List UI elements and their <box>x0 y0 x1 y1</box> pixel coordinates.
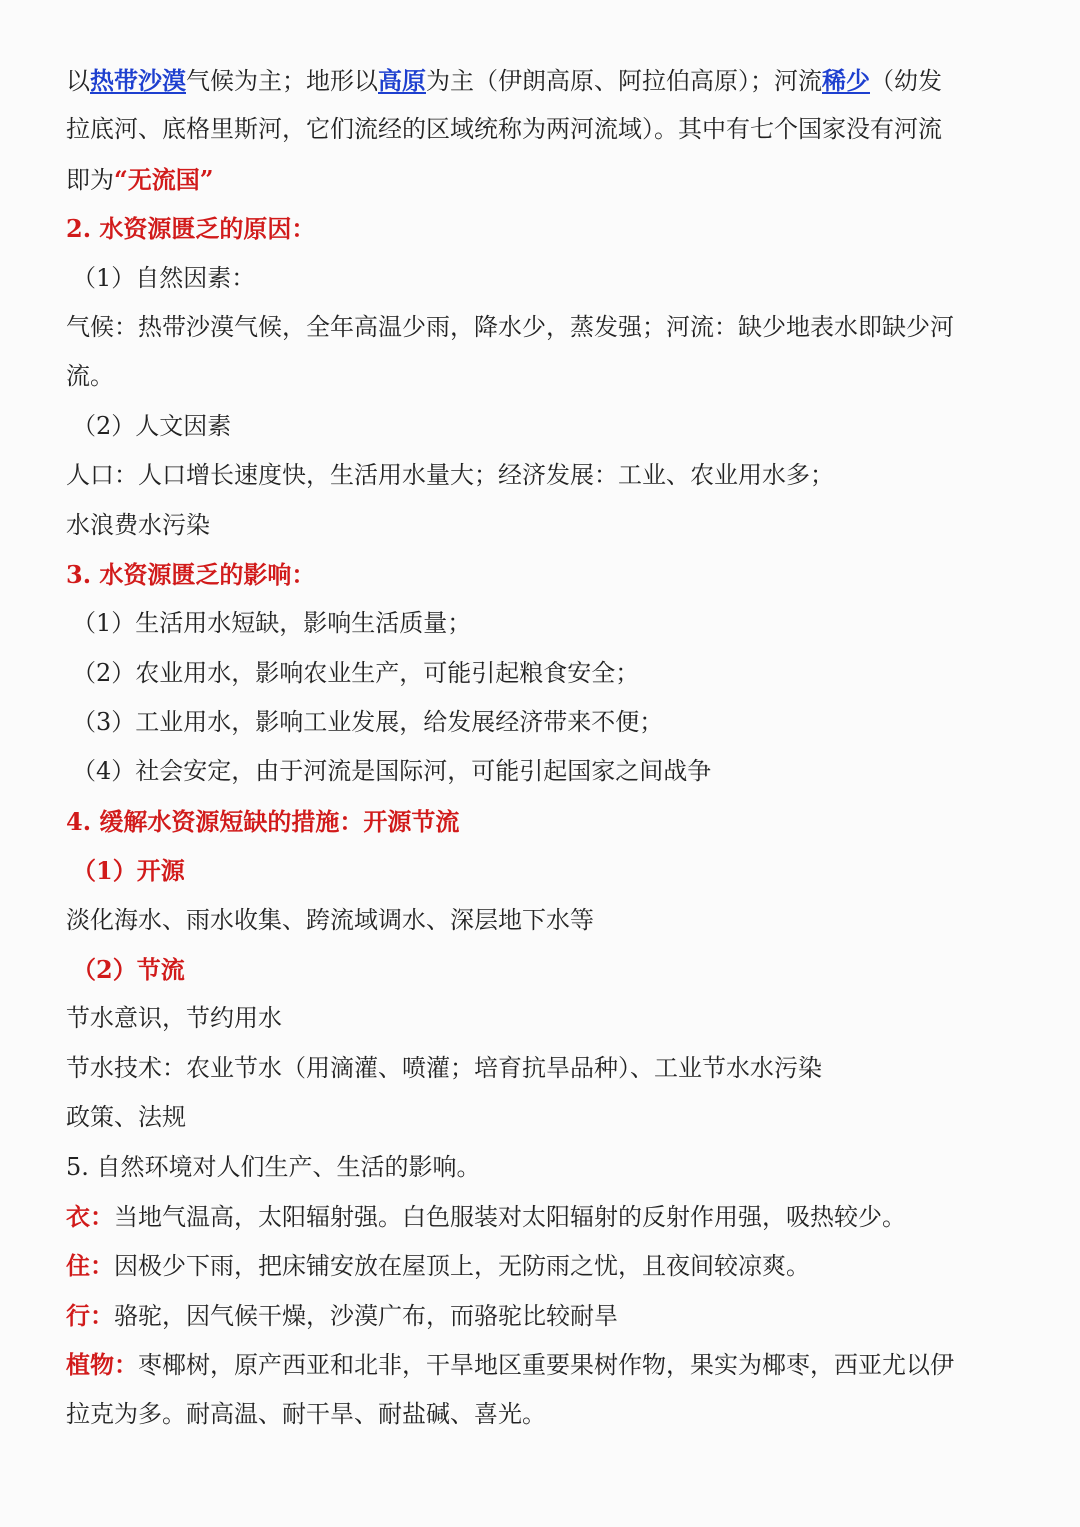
intro-line-2: 拉底河、底格里斯河，它们流经的区域统称为两河流域）。其中有七个国家没有河流 <box>66 115 942 144</box>
no-river-country-term: “无流国” <box>114 164 214 194</box>
travel-line <box>66 1291 1014 1340</box>
travel-label: 行： <box>66 1300 114 1330</box>
natural-factors-text-line-1: 气候：热带沙漠气候，全年高温少雨，降水少，蒸发强；河流：缺少地表水即缺少河 <box>66 312 954 341</box>
plant-line-1 <box>66 1340 1014 1389</box>
plant-line-2: 拉克为多。耐高温、耐干旱、耐盐碱、喜光。 <box>66 1399 546 1428</box>
intro-text: 气候为主；地形以 <box>186 67 378 95</box>
section-4-heading: 4. 缓解水资源短缺的措施：开源节流 <box>66 806 460 836</box>
plant-text: 枣椰树，原产西亚和北非，干旱地区重要果树作物，果实为椰枣，西亚尤以伊 <box>138 1351 954 1380</box>
save-water-text-line-2: 节水技术：农业节水（用滴灌、喷灌；培育抗旱品种）、工业节水水污染 <box>66 1053 822 1082</box>
section-3-heading: 3. 水资源匮乏的影响： <box>66 559 316 589</box>
impact-item: （4）社会安定，由于河流是国际河，可能引起国家之间战争 <box>72 757 712 786</box>
section-5-heading: 5. 自然环境对人们生产、生活的影响。 <box>66 1152 481 1181</box>
impact-item: （2）农业用水，影响农业生产，可能引起粮食安全； <box>72 658 640 687</box>
section-2-heading: 2. 水资源匮乏的原因： <box>66 214 316 244</box>
open-source-text: 淡化海水、雨水收集、跨流域调水、深层地下水等 <box>66 905 594 934</box>
intro-text: 为主（伊朗高原、阿拉伯高原）；河流 <box>426 67 822 95</box>
clothing-line <box>66 1192 1014 1241</box>
plant-label: 植物： <box>66 1350 138 1380</box>
human-factors-text-line-2: 水浪费水污染 <box>66 510 210 539</box>
tropical-desert-link[interactable]: 热带沙漠 <box>90 66 186 95</box>
natural-factors-subheading: （1）自然因素： <box>72 263 256 292</box>
intro-line-3 <box>66 155 1014 204</box>
housing-text: 因极少下雨，把床铺安放在屋顶上，无防雨之忧，且夜间较凉爽。 <box>114 1252 810 1281</box>
travel-text: 骆驼，因气候干燥，沙漠广布，而骆驼比较耐旱 <box>114 1301 618 1330</box>
human-factors-text-line-1: 人口：人口增长速度快，生活用水量大；经济发展：工业、农业用水多； <box>66 461 834 490</box>
intro-text: 即为 <box>66 165 114 194</box>
impact-item: （3）工业用水，影响工业发展，给发展经济带来不便； <box>72 708 664 737</box>
save-water-subheading: （2）节流 <box>72 955 185 985</box>
clothing-text: 当地气温高，太阳辐射强。白色服装对太阳辐射的反射作用强，吸热较少。 <box>114 1202 906 1231</box>
intro-text: 以 <box>66 67 90 95</box>
impact-item: （1）生活用水短缺，影响生活质量； <box>72 609 472 638</box>
intro-text: （幼发 <box>870 67 942 95</box>
natural-factors-text-line-2: 流。 <box>66 362 114 391</box>
scarce-link[interactable]: 稀少 <box>822 66 870 95</box>
housing-label: 住： <box>66 1251 114 1281</box>
clothing-label: 衣： <box>66 1201 114 1231</box>
intro-line-1 <box>66 56 1014 105</box>
human-factors-subheading: （2）人文因素 <box>72 411 232 440</box>
housing-line <box>66 1241 1014 1290</box>
save-water-text-line-3: 政策、法规 <box>66 1103 186 1132</box>
plateau-link[interactable]: 高原 <box>378 66 426 95</box>
save-water-text-line-1: 节水意识，节约用水 <box>66 1004 282 1033</box>
open-source-subheading: （1）开源 <box>72 856 185 886</box>
